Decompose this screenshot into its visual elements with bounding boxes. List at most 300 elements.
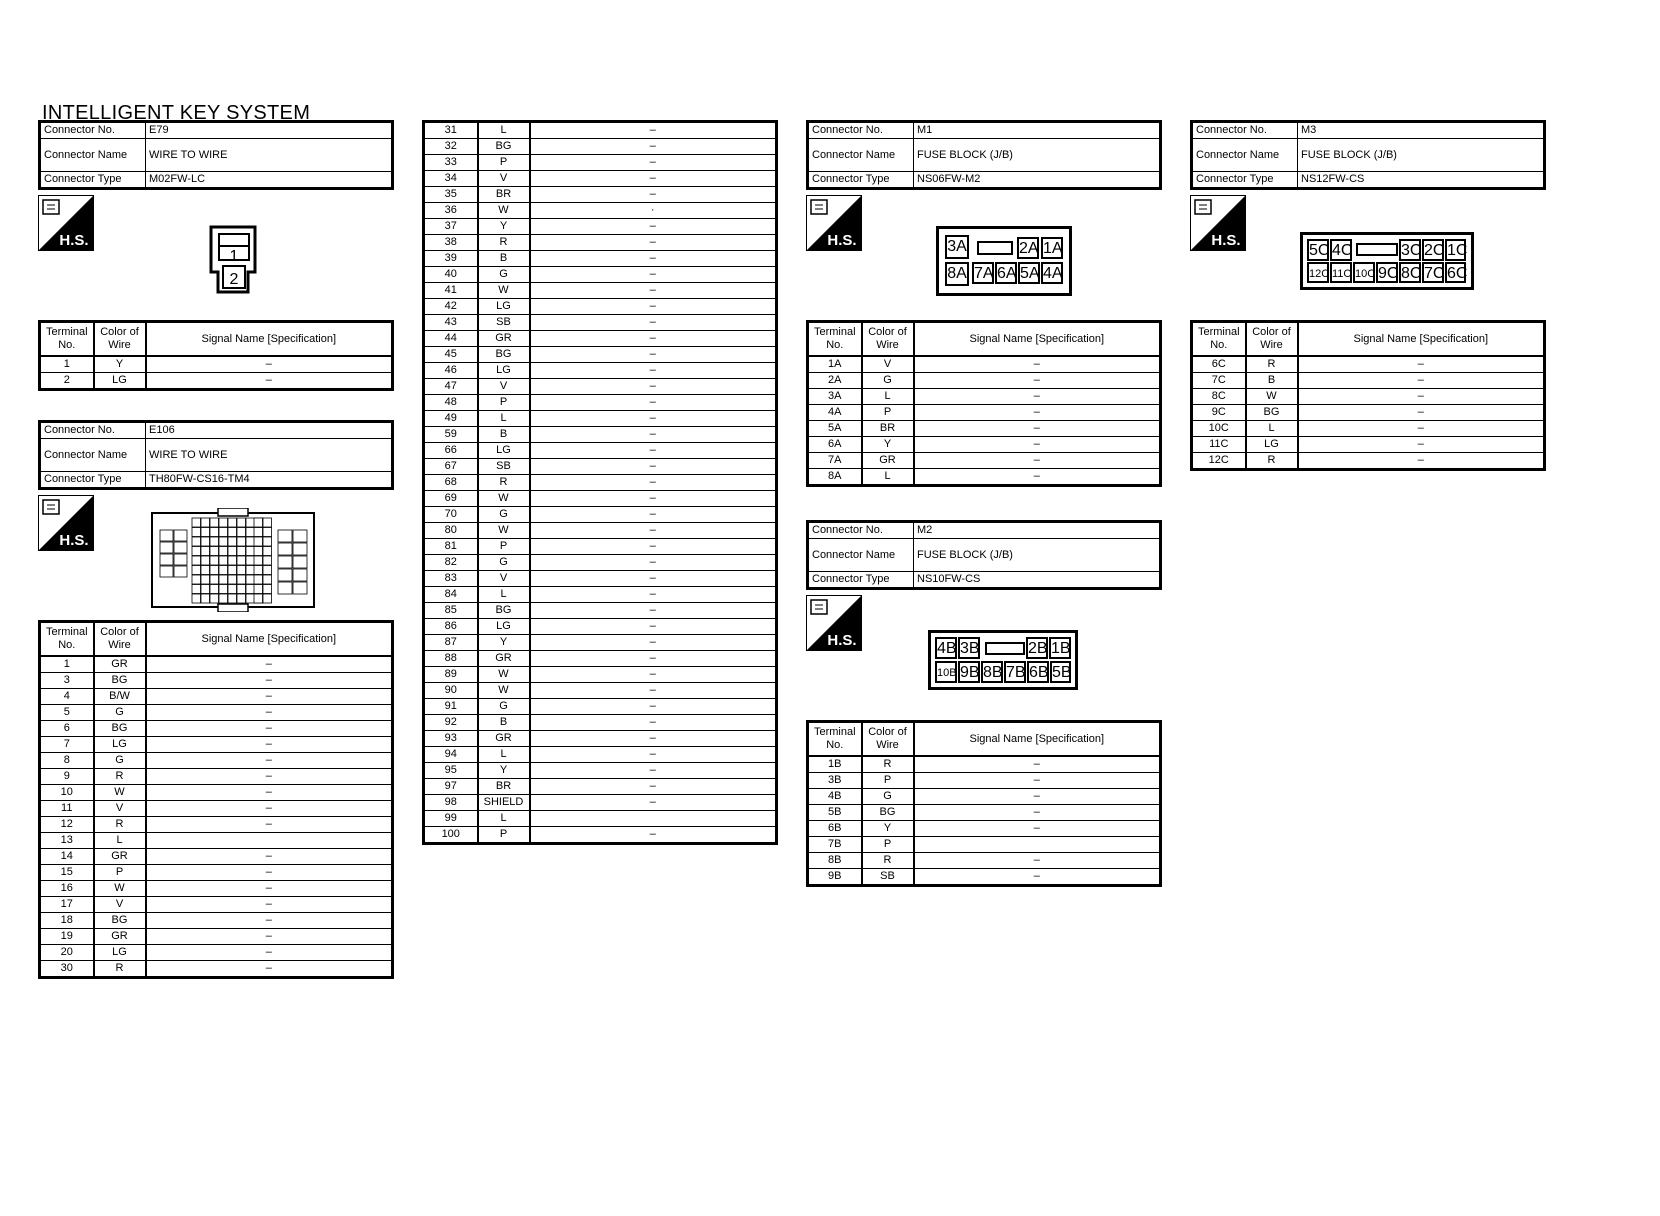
signal-name: – bbox=[530, 171, 777, 187]
table-row bbox=[424, 427, 777, 443]
cavity bbox=[237, 518, 246, 527]
pin: 8A bbox=[945, 262, 969, 286]
table-row bbox=[424, 379, 777, 395]
terminal-no: 46 bbox=[424, 363, 478, 379]
wire-color: B bbox=[478, 251, 530, 267]
col-header: Color of Wire bbox=[1246, 322, 1298, 357]
terminal-no: 49 bbox=[424, 411, 478, 427]
terminal-no: 15 bbox=[40, 865, 94, 881]
cavity bbox=[192, 518, 201, 527]
terminal-no: 87 bbox=[424, 635, 478, 651]
terminal-no: 59 bbox=[424, 427, 478, 443]
connector-type: NS12FW-CS bbox=[1298, 172, 1545, 189]
label: Connector Type bbox=[808, 572, 914, 589]
col-header: Signal Name [Specification] bbox=[914, 322, 1161, 357]
terminal-no: 1 bbox=[40, 656, 94, 673]
label: Connector Type bbox=[1192, 172, 1298, 189]
wire-color: Y bbox=[94, 356, 146, 373]
label: Connector Type bbox=[808, 172, 914, 189]
wire-color: R bbox=[94, 817, 146, 833]
pin: 12C bbox=[1307, 262, 1329, 283]
table-row bbox=[424, 795, 777, 811]
connector-e79-diagram bbox=[208, 224, 260, 296]
wire-color: BG bbox=[94, 673, 146, 689]
connector-m3-header bbox=[1190, 120, 1546, 190]
signal-name: – bbox=[530, 715, 777, 731]
cavity bbox=[293, 530, 307, 542]
cavity bbox=[174, 566, 187, 577]
cavity bbox=[254, 566, 263, 575]
signal-name: – bbox=[914, 356, 1161, 373]
cavity bbox=[201, 547, 210, 556]
signal-name: – bbox=[530, 122, 777, 139]
table-row bbox=[808, 356, 1161, 373]
pin: 10B bbox=[935, 661, 957, 683]
table-row bbox=[40, 769, 393, 785]
terminal-no: 7B bbox=[808, 837, 862, 853]
cavity bbox=[228, 518, 237, 527]
cavity bbox=[219, 528, 228, 537]
signal-name: – bbox=[530, 795, 777, 811]
terminal-no: 9C bbox=[1192, 405, 1246, 421]
table-row bbox=[424, 363, 777, 379]
table-row bbox=[40, 721, 393, 737]
pin: 11C bbox=[1330, 262, 1352, 283]
pin: 6B bbox=[1027, 661, 1049, 683]
wire-color: Y bbox=[478, 763, 530, 779]
table-row bbox=[424, 507, 777, 523]
terminal-no: 43 bbox=[424, 315, 478, 331]
terminal-no: 47 bbox=[424, 379, 478, 395]
col-header: Color of Wire bbox=[94, 622, 146, 657]
cavity bbox=[219, 547, 228, 556]
wire-color: W bbox=[478, 667, 530, 683]
table-row bbox=[40, 929, 393, 945]
wire-color: V bbox=[478, 571, 530, 587]
table-row bbox=[808, 405, 1161, 421]
wire-color: L bbox=[1246, 421, 1298, 437]
cavity bbox=[201, 528, 210, 537]
cavity bbox=[246, 528, 255, 537]
wire-color: R bbox=[862, 853, 914, 869]
terminal-no: 41 bbox=[424, 283, 478, 299]
table-row bbox=[40, 801, 393, 817]
terminal-no: 91 bbox=[424, 699, 478, 715]
signal-name: – bbox=[146, 356, 393, 373]
cavity bbox=[228, 556, 237, 565]
cavity bbox=[263, 537, 272, 546]
cavity bbox=[210, 566, 219, 575]
col-header: Color of Wire bbox=[94, 322, 146, 357]
signal-name: – bbox=[146, 817, 393, 833]
table-row bbox=[424, 571, 777, 587]
table-row bbox=[424, 219, 777, 235]
connector-e106-header bbox=[38, 420, 394, 490]
signal-name: – bbox=[914, 405, 1161, 421]
terminal-no: 9 bbox=[40, 769, 94, 785]
cavity bbox=[246, 556, 255, 565]
signal-name: – bbox=[146, 705, 393, 721]
wire-color: P bbox=[862, 837, 914, 853]
table-row bbox=[1192, 356, 1545, 373]
wire-color: GR bbox=[94, 656, 146, 673]
cavity bbox=[254, 556, 263, 565]
table-row bbox=[808, 373, 1161, 389]
signal-name: – bbox=[146, 929, 393, 945]
terminal-no: 38 bbox=[424, 235, 478, 251]
signal-name: – bbox=[146, 801, 393, 817]
terminal-no: 2A bbox=[808, 373, 862, 389]
terminal-no: 6B bbox=[808, 821, 862, 837]
cavity bbox=[246, 575, 255, 584]
cavity bbox=[237, 547, 246, 556]
terminal-no: 39 bbox=[424, 251, 478, 267]
terminal-no: 90 bbox=[424, 683, 478, 699]
table-row bbox=[808, 821, 1161, 837]
signal-name: – bbox=[1298, 405, 1545, 421]
wire-color: BG bbox=[1246, 405, 1298, 421]
table-row bbox=[424, 635, 777, 651]
wire-color: V bbox=[94, 897, 146, 913]
col-header: Terminal No. bbox=[808, 722, 862, 757]
wire-color: P bbox=[862, 405, 914, 421]
cavity bbox=[219, 537, 228, 546]
signal-name: – bbox=[530, 523, 777, 539]
svg-text:H.S.: H.S. bbox=[59, 532, 89, 549]
harness-side-icon bbox=[38, 495, 94, 551]
cavity bbox=[278, 582, 292, 594]
terminal-no: 18 bbox=[40, 913, 94, 929]
terminal-no: 69 bbox=[424, 491, 478, 507]
cavity bbox=[219, 585, 228, 594]
terminal-no: 34 bbox=[424, 171, 478, 187]
wire-color: SB bbox=[478, 459, 530, 475]
cavity bbox=[254, 547, 263, 556]
pin: 7B bbox=[1004, 661, 1026, 683]
label: Connector Type bbox=[40, 172, 146, 189]
cavity bbox=[293, 543, 307, 555]
signal-name: – bbox=[530, 635, 777, 651]
table-row bbox=[424, 155, 777, 171]
cavity bbox=[192, 585, 201, 594]
table-row bbox=[424, 267, 777, 283]
wire-color: P bbox=[94, 865, 146, 881]
cavity bbox=[263, 518, 272, 527]
table-row bbox=[424, 443, 777, 459]
terminal-no: 13 bbox=[40, 833, 94, 849]
table-row bbox=[424, 139, 777, 155]
signal-name: – bbox=[530, 731, 777, 747]
wire-color: R bbox=[1246, 356, 1298, 373]
cavity bbox=[201, 566, 210, 575]
cavity bbox=[254, 594, 263, 603]
terminal-no: 17 bbox=[40, 897, 94, 913]
signal-name: – bbox=[530, 587, 777, 603]
wire-color: L bbox=[862, 469, 914, 486]
wire-color: G bbox=[94, 753, 146, 769]
terminal-no: 3A bbox=[808, 389, 862, 405]
connector-no: M1 bbox=[914, 122, 1161, 139]
cavity bbox=[228, 537, 237, 546]
wire-color: LG bbox=[94, 373, 146, 390]
col-header: Terminal No. bbox=[40, 322, 94, 357]
cavity bbox=[160, 530, 173, 541]
cavity bbox=[293, 556, 307, 568]
cavity bbox=[278, 556, 292, 568]
cavity bbox=[278, 530, 292, 542]
signal-name: – bbox=[530, 603, 777, 619]
signal-name: – bbox=[146, 656, 393, 673]
terminal-no: 31 bbox=[424, 122, 478, 139]
wire-color: GR bbox=[94, 929, 146, 945]
terminal-no: 2 bbox=[40, 373, 94, 390]
wire-color: LG bbox=[478, 299, 530, 315]
table-row bbox=[1192, 373, 1545, 389]
wire-color: P bbox=[478, 155, 530, 171]
table-row bbox=[424, 122, 777, 139]
terminal-no: 7A bbox=[808, 453, 862, 469]
terminal-no: 45 bbox=[424, 347, 478, 363]
signal-name: – bbox=[530, 331, 777, 347]
cavity bbox=[246, 547, 255, 556]
cavity bbox=[228, 575, 237, 584]
harness-side-icon bbox=[1190, 195, 1246, 251]
terminal-no: 42 bbox=[424, 299, 478, 315]
label: Connector No. bbox=[40, 122, 146, 139]
wire-color: L bbox=[478, 587, 530, 603]
cavity bbox=[192, 566, 201, 575]
cavity bbox=[254, 537, 263, 546]
terminal-no: 33 bbox=[424, 155, 478, 171]
svg-text:H.S.: H.S. bbox=[827, 232, 857, 249]
cavity bbox=[246, 585, 255, 594]
signal-name: – bbox=[530, 683, 777, 699]
terminal-no: 7C bbox=[1192, 373, 1246, 389]
pin: 2B bbox=[1026, 637, 1048, 659]
wire-color: Y bbox=[862, 437, 914, 453]
cavity bbox=[263, 594, 272, 603]
signal-name: – bbox=[530, 667, 777, 683]
connector-e79-terminals bbox=[38, 320, 394, 391]
cavity bbox=[192, 594, 201, 603]
wire-color: V bbox=[862, 356, 914, 373]
terminal-no: 93 bbox=[424, 731, 478, 747]
wire-color: V bbox=[94, 801, 146, 817]
wire-color: LG bbox=[478, 443, 530, 459]
table-row bbox=[808, 389, 1161, 405]
signal-name: – bbox=[146, 849, 393, 865]
terminal-no: 8 bbox=[40, 753, 94, 769]
connector-m2-diagram bbox=[928, 630, 1078, 690]
signal-name: – bbox=[146, 913, 393, 929]
wire-color: L bbox=[478, 122, 530, 139]
table-row bbox=[424, 475, 777, 491]
signal-name: – bbox=[530, 747, 777, 763]
table-row bbox=[1192, 389, 1545, 405]
col-header: Signal Name [Specification] bbox=[146, 322, 393, 357]
terminal-no: 4 bbox=[40, 689, 94, 705]
cavity bbox=[174, 542, 187, 553]
table-row bbox=[424, 603, 777, 619]
svg-text:H.S.: H.S. bbox=[1211, 232, 1241, 249]
cavity bbox=[160, 542, 173, 553]
cavity bbox=[201, 518, 210, 527]
table-row bbox=[808, 869, 1161, 886]
table-row bbox=[40, 737, 393, 753]
cavity bbox=[228, 594, 237, 603]
signal-name bbox=[530, 811, 777, 827]
wire-color: G bbox=[862, 789, 914, 805]
table-row bbox=[40, 656, 393, 673]
signal-name: – bbox=[530, 491, 777, 507]
wire-color: G bbox=[478, 555, 530, 571]
signal-name: – bbox=[530, 475, 777, 491]
pin: 7C bbox=[1422, 262, 1444, 283]
pin: 5C bbox=[1307, 239, 1329, 261]
terminal-no: 40 bbox=[424, 267, 478, 283]
table-row bbox=[424, 827, 777, 844]
table-row bbox=[808, 789, 1161, 805]
table-row bbox=[40, 945, 393, 961]
terminal-no: 10 bbox=[40, 785, 94, 801]
table-row bbox=[808, 773, 1161, 789]
label: Connector Name bbox=[808, 539, 914, 572]
terminal-no: 19 bbox=[40, 929, 94, 945]
cavity bbox=[263, 528, 272, 537]
cavity bbox=[278, 543, 292, 555]
signal-name: – bbox=[914, 869, 1161, 886]
cavity bbox=[278, 569, 292, 581]
terminal-no: 8B bbox=[808, 853, 862, 869]
wire-color: SHIELD bbox=[478, 795, 530, 811]
table-row bbox=[424, 523, 777, 539]
cavity bbox=[201, 556, 210, 565]
pin: 6C bbox=[1445, 262, 1466, 283]
terminal-no: 11C bbox=[1192, 437, 1246, 453]
signal-name: – bbox=[1298, 356, 1545, 373]
cavity bbox=[192, 537, 201, 546]
terminal-no: 84 bbox=[424, 587, 478, 603]
cavity bbox=[210, 594, 219, 603]
terminal-no: 5B bbox=[808, 805, 862, 821]
table-row bbox=[424, 699, 777, 715]
signal-name: – bbox=[530, 827, 777, 844]
wire-color: L bbox=[94, 833, 146, 849]
terminal-no: 8C bbox=[1192, 389, 1246, 405]
table-row bbox=[424, 619, 777, 635]
terminal-no: 81 bbox=[424, 539, 478, 555]
terminal-no: 86 bbox=[424, 619, 478, 635]
terminal-no: 4B bbox=[808, 789, 862, 805]
wire-color: G bbox=[478, 699, 530, 715]
cavity bbox=[210, 547, 219, 556]
table-row bbox=[424, 731, 777, 747]
connector-type: TH80FW-CS16-TM4 bbox=[146, 472, 393, 489]
pin: 8C bbox=[1399, 262, 1421, 283]
label: Connector No. bbox=[1192, 122, 1298, 139]
table-row bbox=[424, 763, 777, 779]
label: Connector Name bbox=[40, 139, 146, 172]
signal-name: – bbox=[530, 619, 777, 635]
connector-e106-diagram bbox=[150, 508, 316, 612]
signal-name: – bbox=[146, 961, 393, 978]
cavity bbox=[219, 575, 228, 584]
cavity bbox=[237, 556, 246, 565]
signal-name: – bbox=[914, 805, 1161, 821]
table-row bbox=[40, 881, 393, 897]
label: Connector No. bbox=[808, 122, 914, 139]
wire-color: B bbox=[1246, 373, 1298, 389]
wire-color: LG bbox=[478, 619, 530, 635]
signal-name: – bbox=[530, 379, 777, 395]
signal-name: – bbox=[146, 737, 393, 753]
signal-name: – bbox=[1298, 453, 1545, 470]
cavity bbox=[160, 566, 173, 577]
terminal-no: 48 bbox=[424, 395, 478, 411]
terminal-no: 8A bbox=[808, 469, 862, 486]
cavity bbox=[237, 537, 246, 546]
signal-name: – bbox=[530, 315, 777, 331]
col-header: Color of Wire bbox=[862, 322, 914, 357]
table-row bbox=[424, 411, 777, 427]
terminal-no: 83 bbox=[424, 571, 478, 587]
wire-color: R bbox=[1246, 453, 1298, 470]
table-row bbox=[40, 785, 393, 801]
signal-name: – bbox=[914, 469, 1161, 486]
signal-name: – bbox=[146, 769, 393, 785]
signal-name: – bbox=[1298, 389, 1545, 405]
cavity bbox=[263, 547, 272, 556]
terminal-no: 10C bbox=[1192, 421, 1246, 437]
signal-name: – bbox=[530, 699, 777, 715]
table-row bbox=[424, 539, 777, 555]
harness-side-icon bbox=[806, 595, 862, 651]
table-row bbox=[40, 705, 393, 721]
wire-color: GR bbox=[478, 651, 530, 667]
table-row bbox=[424, 235, 777, 251]
signal-name: – bbox=[530, 155, 777, 171]
terminal-no: 20 bbox=[40, 945, 94, 961]
pin: 8B bbox=[981, 661, 1003, 683]
cavity bbox=[228, 547, 237, 556]
pin: 9C bbox=[1376, 262, 1398, 283]
connector-no: M3 bbox=[1298, 122, 1545, 139]
signal-name: – bbox=[530, 283, 777, 299]
connector-m2-header bbox=[806, 520, 1162, 590]
label: Connector Name bbox=[1192, 139, 1298, 172]
pin: 6A bbox=[995, 262, 1017, 284]
wire-color: Y bbox=[478, 219, 530, 235]
pin: 3B bbox=[958, 637, 980, 659]
terminal-no: 30 bbox=[40, 961, 94, 978]
terminal-no: 98 bbox=[424, 795, 478, 811]
wire-color: LG bbox=[478, 363, 530, 379]
table-row bbox=[424, 251, 777, 267]
pin: 9B bbox=[958, 661, 980, 683]
connector-m1-diagram bbox=[936, 226, 1072, 296]
table-row bbox=[808, 853, 1161, 869]
connector-name: FUSE BLOCK (J/B) bbox=[1298, 139, 1545, 172]
connector-no: M2 bbox=[914, 522, 1161, 539]
wire-color: R bbox=[478, 475, 530, 491]
cavity bbox=[192, 575, 201, 584]
terminal-no: 35 bbox=[424, 187, 478, 203]
table-row bbox=[40, 849, 393, 865]
connector-name: FUSE BLOCK (J/B) bbox=[914, 139, 1161, 172]
table-row bbox=[40, 913, 393, 929]
table-row bbox=[424, 459, 777, 475]
cavity bbox=[263, 575, 272, 584]
